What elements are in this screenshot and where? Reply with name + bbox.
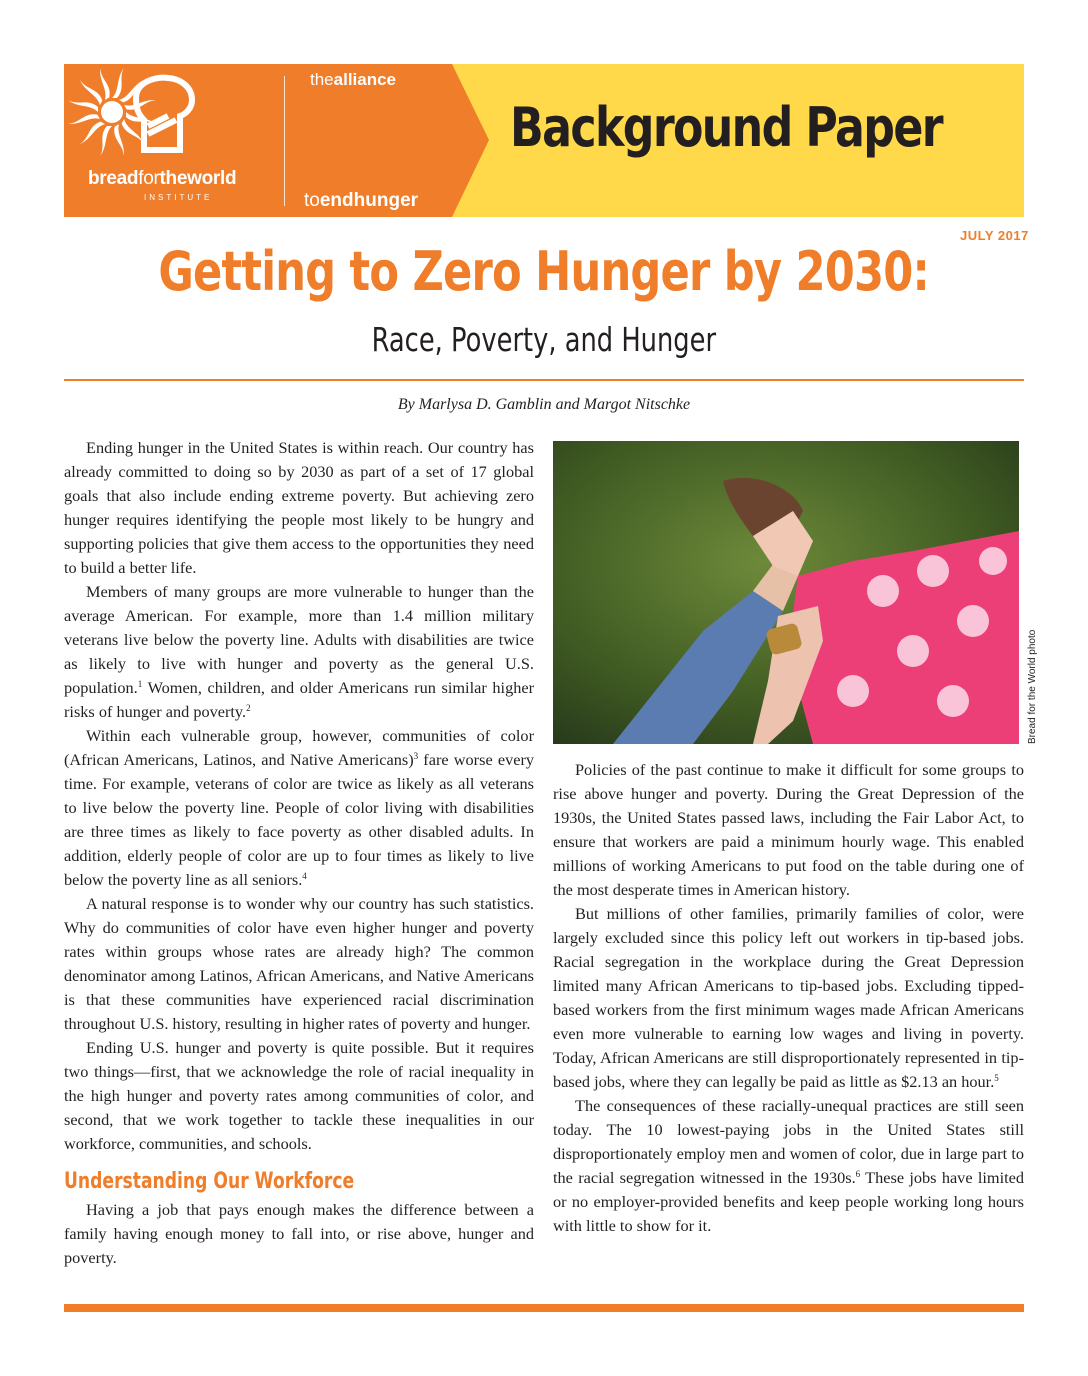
byline: By Marlysa D. Gamblin and Margot Nitschke — [397, 396, 691, 413]
paper-type-title: Background Paper — [510, 96, 942, 159]
hands-photo — [553, 441, 1019, 744]
paragraph: Having a job that pays enough makes the difference between a family having enough money to fall into, or rise above, hunger and poverty. — [64, 1200, 534, 1267]
alliance-wordmark-top: thealliance — [310, 70, 397, 89]
paragraph: A natural response is to wonder why our country has such statistics. Why do communities of color have even higher hunger and poverty rates within groups whose rates are already high? The common denominator among Latinos, African Americans, and Native Americans is that these communities have experienced racial discrimination throughout U.S. history, resulting in higher rates of poverty and hunger. — [64, 894, 534, 1033]
institute-label: INSTITUTE — [144, 193, 213, 202]
paragraph: Members of many groups are more vulnerable to hunger than the average American. For example, more than 1.4 million military veterans live below the poverty line. Adults with disabilities are twice as likely to live with hunger and poverty as the general U.S. population.$^1$ Women, children, and older Americans run similar higher risks of hunger and poverty.$^2$ — [64, 582, 534, 721]
bread-for-the-world-wordmark: breadfortheworld — [88, 168, 237, 189]
right-column — [553, 758, 1024, 1238]
footer-divider — [64, 1304, 1024, 1312]
paragraph: But millions of other families, primarily families of color, were largely excluded since this policy left out workers in tip-based jobs. Racial segregation in the workplace during the Great Depression limited many African Americans to tip-based jobs. Excluding tipped-based workers from the first minimum wages made African Americans even more vulnerable to earning low wages and living in poverty. Today, African Americans are still disproportionately represented in tip-based jobs, where they can legally be paid as little as $2.13 an hour.$^5$ — [553, 904, 1024, 1091]
header-divider — [64, 379, 1024, 381]
paragraph: Ending hunger in the United States is within reach. Our country has already committed to doing so by 2030 as part of a set of 17 global goals that also include ending extreme poverty. But achieving zero hunger requires identifying the people most likely to be hungry and supporting policies that give them access to the opportunities they need to build a better life. — [64, 438, 534, 577]
page-title: Getting to Zero Hunger by 2030: — [158, 240, 930, 303]
header-banner — [64, 64, 1024, 217]
page-subtitle: Race, Poverty, and Hunger — [371, 320, 717, 359]
left-column — [64, 436, 534, 1270]
paragraph: Ending U.S. hunger and poverty is quite possible. But it requires two things—first, that we acknowledge the role of racial inequality in the high hunger and poverty rates among communities of color, and second, that we work together to tackle these inequalities in our workforce, communities, and schools. — [64, 1038, 534, 1153]
paragraph: The consequences of these racially-unequal practices are still seen today. The 10 lowest-paying jobs in the United States still disproportionately employ men and women of color, due in large part to the racial segregation witnessed in the 1930s.$^6$ These jobs have limited or no employer-provided benefits and keep people working long hours with little to show for it. — [553, 1096, 1024, 1235]
section-heading: Understanding Our Workforce — [64, 1169, 355, 1194]
alliance-wordmark-bottom: toendhunger — [304, 190, 419, 211]
publication-date: JULY 2017 — [960, 228, 1029, 243]
photo-illustration — [553, 441, 1019, 744]
sun-burst-icon — [64, 64, 160, 160]
photo-credit: Bread for the World photo — [1027, 629, 1038, 744]
paragraph: Within each vulnerable group, however, communities of color (African Americans, Latinos, and Native Americans)$^3$ fare worse every time. For example, veterans of color are twice as likely as all veterans to live below the poverty line. People of color living with disabilities are three times as likely to face poverty as other disabled adults. In addition, elderly people of color are up to four times as likely to live below the poverty line as all seniors.$^4$ — [64, 726, 535, 889]
paragraph: Policies of the past continue to make it difficult for some groups to rise above hunger and poverty. During the Great Depression of the 1930s, the United States passed laws, including the Fair Labor Act, to ensure that workers are paid a minimum hourly wage. This enabled millions of working Americans to put food on the table during one of the most desperate times in American history. — [553, 760, 1024, 899]
logo-divider — [284, 76, 285, 206]
